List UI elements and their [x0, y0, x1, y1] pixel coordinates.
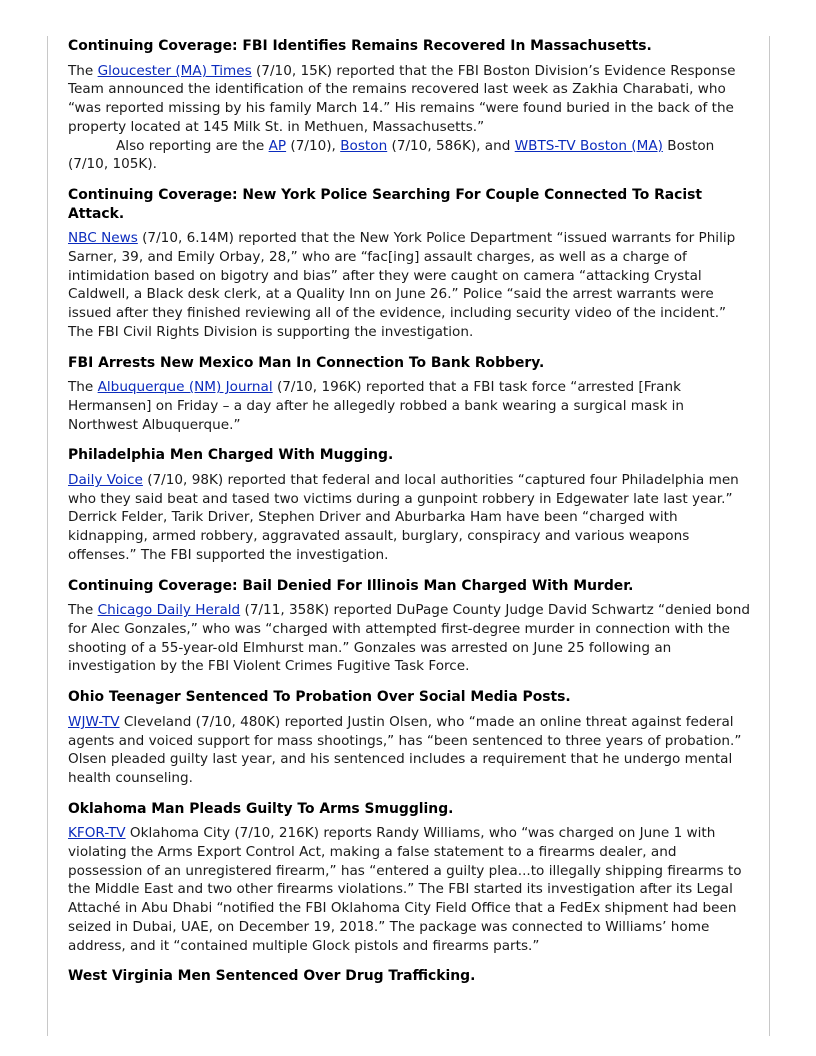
article-headline: FBI Arrests New Mexico Man In Connection To Bank Robbery. [68, 354, 545, 371]
article [68, 577, 750, 677]
article-text: (7/10), [286, 137, 341, 154]
article-body [68, 713, 750, 788]
article-text: (7/10, 6.14M) reported that the New York Police Department “issued warrants for Philip Sarner, 39, and Emily Orbay, 28,” who are “fac[ing] assault charges, as well as a charge of intimidation based on bigotry and bias” after they were caught on camera “attacking Crystal Caldwell, a Black desk clerk, at a Quality Inn on June 26.” Police “said the arrest warrants were issued after they finished reviewing all of the evidence, including security video of the incident.” The FBI Civil Rights Division is supporting the investigation. [68, 230, 736, 340]
article-paragraph [68, 713, 750, 788]
article-headline: Continuing Coverage: FBI Identifies Remains Recovered In Massachusetts. [68, 38, 652, 54]
news-briefing [68, 37, 750, 998]
article-paragraph [68, 229, 750, 341]
article-paragraph [68, 62, 750, 137]
article-text: (7/11, 358K) reported DuPage County Judge David Schwartz “denied bond for Alec Gonzales,” who was “charged with attempted first-degree murder in connection with the shooting of a 55-year-old Elmhurst man.” Gonzales was arrested on June 25 following an investigation by the FBI Violent Crimes Fugitive Task Force. [68, 602, 750, 675]
article-paragraph [68, 378, 750, 434]
article-body [68, 378, 750, 434]
article-text: Oklahoma City (7/10, 216K) reports Randy Williams, who “was charged on June 1 with violating the Arms Export Control Act, making a false statement to a firearms dealer, and possession of an unregistered firearm,” has “entered a guilty plea...to illegally shipping firearms to the Middle East and two other firearms violations.” The FBI started its investigation after its Legal Attaché in Abu Dhabi “notified the FBI Oklahoma City Field Office that a FedEx shipment had been seized in Dubai, UAE, on December 19, 2018.” The package was connected to Williams’ home address, and it “contained multiple Glock pistols and firearms parts.” [68, 825, 742, 954]
article-paragraph [68, 471, 750, 565]
source-link[interactable]: Albuquerque (NM) Journal [97, 379, 273, 396]
source-link[interactable]: Boston [340, 137, 388, 154]
article-text: The [68, 62, 98, 79]
article-body [68, 229, 750, 341]
article [68, 688, 750, 788]
article-text: Also reporting are the [116, 137, 269, 154]
source-link[interactable]: Gloucester (MA) Times [97, 62, 252, 79]
article-headline: Oklahoma Man Pleads Guilty To Arms Smuggling. [68, 800, 454, 817]
article-headline: Continuing Coverage: Bail Denied For Illinois Man Charged With Murder. [68, 577, 634, 594]
article-text: (7/10, 586K), and [387, 137, 515, 154]
article-text: Cleveland (7/10, 480K) reported Justin Olsen, who “made an online threat against federal agents and voiced support for mass shootings,” has “been sentenced to three years of probation.” Olsen pleaded guilty last year, and his sentenced includes a requirement that he undergo mental health counseling. [68, 713, 742, 786]
source-link[interactable]: WBTS-TV Boston (MA) [514, 137, 663, 154]
article [68, 446, 750, 564]
source-link[interactable]: Daily Voice [68, 472, 143, 489]
article [68, 967, 750, 986]
article-paragraph [68, 137, 750, 174]
article-text: (7/10, 196K) reported that a FBI task force “arrested [Frank Hermansen] on Friday – a day after he allegedly robbed a bank wearing a surgical mask in Northwest Albuquerque.” [68, 379, 685, 433]
article-headline: Ohio Teenager Sentenced To Probation Over Social Media Posts. [68, 689, 571, 706]
article-body [68, 824, 750, 955]
article-headline: Philadelphia Men Charged With Mugging. [68, 447, 394, 464]
article-headline: Continuing Coverage: New York Police Searching For Couple Connected To Racist Attack. [68, 186, 703, 222]
source-link[interactable]: WJW-TV [68, 713, 120, 730]
article-body [68, 471, 750, 565]
source-link[interactable]: NBC News [68, 230, 138, 247]
article [68, 354, 750, 435]
article-body [68, 601, 750, 676]
article-text: (7/10, 15K) reported that the FBI Boston Division’s Evidence Response Team announced the identification of the remains recovered last week as Zakhia Charabati, who “was reported missing by his family March 14.” His remains “were found buried in the back of the property located at 145 Milk St. in Methuen, Massachusetts.” [68, 62, 736, 135]
article-paragraph [68, 824, 750, 955]
source-link[interactable]: AP [268, 137, 287, 154]
article-text: The [68, 602, 98, 619]
article-text: Boston (7/10, 105K). [68, 137, 715, 173]
article [68, 800, 750, 956]
source-link[interactable]: KFOR-TV [68, 825, 126, 842]
article-paragraph [68, 601, 750, 676]
article [68, 186, 750, 342]
article-text: The [68, 379, 98, 396]
source-link[interactable]: Chicago Daily Herald [97, 602, 241, 619]
article-text: (7/10, 98K) reported that federal and local authorities “captured four Philadelphia men who they said beat and tased two victims during a gunpoint robbery in Edgewater late last year.” Derrick Felder, Tarik Driver, Stephen Driver and Aburbarka Ham have been “charged with kidnapping, armed robbery, aggravated assault, burglary, conspiracy and various weapons offenses.” The FBI supported the investigation. [68, 472, 739, 563]
article-headline: West Virginia Men Sentenced Over Drug Trafficking. [68, 968, 476, 985]
article-body [68, 62, 750, 174]
article [68, 37, 750, 174]
